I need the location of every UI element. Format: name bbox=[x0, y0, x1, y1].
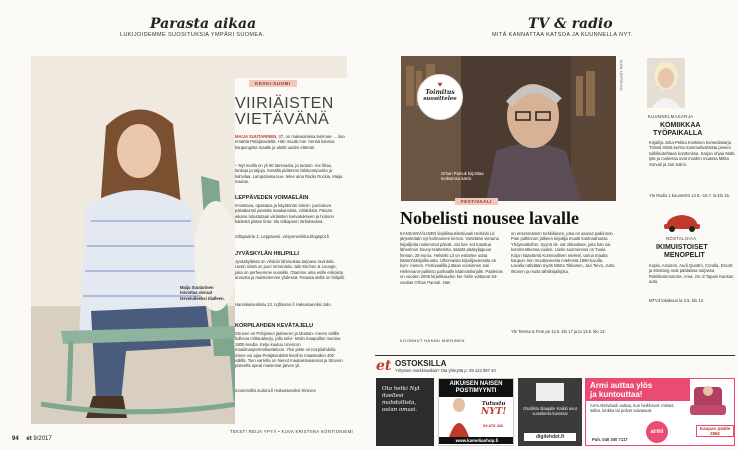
section-title-left: Parasta aikaa bbox=[150, 16, 257, 32]
ad-3[interactable] bbox=[518, 378, 582, 446]
headline: Nobelisti nousee lavalle bbox=[400, 208, 579, 228]
ad4-header bbox=[586, 379, 690, 401]
section-sub-right: MITÄ KANNATTAA KATSOA JA KUUNNELLA NYT. bbox=[492, 32, 633, 38]
byline: KOONNUT HANNU MIENINEN bbox=[400, 338, 465, 343]
subhead-1: LEPPÄVEDEN VOIMAELÄIN bbox=[235, 195, 309, 201]
article-col2: on ensimmäinen turkkilainen, joka on saanut palkinnon. Pian palkinnon jälkeen kirjailija muutti kotimaahansa Yhdysvaltoihin. Syynä oli- vat uhkaukset, joita hän sai kommenttiensa vuoksi. Uusin suomennos on Tuula Kojon kääntämä Kummallinen mieleni, tarina maalta kaupun- kiin muuttaneesta miehestä 1960-luvulla. Lavalla nähdään myös Märta Tikkanen, Jari Tervo, Juha Itkonen ja muita tähtikirjailijoita. bbox=[511, 231, 615, 274]
title-line1: VIIRIÄISTEN bbox=[235, 95, 334, 112]
ad2-header bbox=[439, 379, 513, 397]
ad2-head1: AIKUISEN NAISEN bbox=[449, 381, 503, 387]
sub1-link: Siltojaviirte.2, Leppävesi. viiriyomenikka.blogspot.fi bbox=[235, 234, 330, 239]
ad4-price: Kaupan päälle 286€ bbox=[696, 425, 734, 437]
photo-credit: KUVA: LEHTIKUVA bbox=[619, 60, 623, 91]
sub3-text: Struven on Pohjoisen jäämeren ja Mustan- meren välillä kulkeva mittauaketju, jolla selvi- tettiin maapallon muotoa 1800-luvulla. Ketju kuuluu Unescon maailmanperintöluetteloon. Yksi piste on Korpilahdella. Sinne voi ajaa Petäjävedeltä kivoihin maasteiden 400 välillä. Tien varrella on hienot maalaismaisemat ja Struven pisteeltä upeat maisemat järven yli. bbox=[235, 331, 343, 369]
sidebar2-title2: MENOPELIT bbox=[664, 252, 705, 259]
model-illustration bbox=[443, 397, 475, 437]
sidebar-link: Yle Radio 1 kuunnelm 13.5.–15.7. la klo 15. bbox=[649, 193, 731, 198]
sidebar2-tag: NOSTALGIAA bbox=[666, 236, 697, 241]
ad2-url: www.kameliashop.fi bbox=[439, 437, 514, 444]
sub2-text: Jyväskylässä on vihdoin lähiruokaa tarjoava ravintola. Uusin niistä on juuri remontoitu Jalo Kitchen & Lounge, joka on perheemme suosikki. Otamme aina esille erikoista annosta ja maistelemme yhdessä. Parasta siellä on hiilipilli. bbox=[235, 259, 345, 281]
sidebar-title1: KOMIIKKAA bbox=[660, 122, 701, 129]
region-tag: KESKI-SUOMI bbox=[249, 80, 297, 87]
photo-caption-left: Maija Suutarinen toivottaa vieraat tervetulleeksi tilalleen. bbox=[180, 285, 225, 301]
photo-caption-right: Orhan Pamuk kirjoittaa teoksensa käsin. bbox=[441, 171, 484, 182]
ad4-head1: Armi auttaa ylös bbox=[590, 381, 653, 390]
mag-name: et bbox=[26, 436, 32, 442]
lead-paragraph-2: – Nyt meillä on yli 80 lammasta, ja tuotam- me lihaa, lankoja ja taljoja. Kesällä pidämme lähituotepuotia ja kahvilaa. Lampolassa kuu- telee aina Radio Rockia, Maija naurae. bbox=[235, 163, 343, 185]
sub3-link: moonmollis.suitora.fi Hakussanoksi Struven bbox=[235, 388, 316, 393]
ad-2[interactable] bbox=[438, 378, 514, 446]
lead-name: MAIJA SUUTARINEN bbox=[235, 134, 277, 139]
left-article bbox=[235, 78, 347, 424]
lead-paragraph bbox=[235, 134, 345, 150]
lead-text: , 37, on makasiinissa lammas- ... ilan emäntä Petäjävedeltä. Hän muutti mie- hensä kanssa kaupungista maalle ja aloitti uuden elämän. bbox=[235, 134, 345, 150]
badge-line2: suosittelee bbox=[423, 96, 457, 102]
ad4-phone: Puh. 040 300 7117 bbox=[592, 437, 628, 442]
subhead-2: JYVÄSKYLÄN HIILIPILLI bbox=[235, 251, 299, 257]
sidebar2-text: Kupla, Amazon, Audi Quattro, Corolla, Escort ja Mustang ovat päälaissa sarjassa Rokkikommotoret. Ama- zin ol Tapani Kansan auto. bbox=[649, 263, 734, 285]
pamuk-photo bbox=[401, 56, 616, 201]
shop-logo: et bbox=[376, 358, 392, 374]
ad3-url[interactable]: digilehdet.fi bbox=[524, 433, 576, 441]
ad3-text: Osallistu tilaajalle Kaikki avut vuosikerta kuvissa! bbox=[523, 406, 577, 417]
subhead-3: KORPILAHDEN KEVÄTAJELU bbox=[235, 323, 314, 329]
ad1-text: Ota hetki Nyt itsellesi mahdollista, ostan omasi. bbox=[382, 386, 420, 413]
ad4-brand: armi bbox=[646, 421, 668, 443]
ad-4[interactable] bbox=[585, 378, 735, 446]
folio bbox=[12, 436, 52, 442]
sidebar2-link: MTV3 lokakuun la 3.5. klo 13. bbox=[649, 298, 705, 303]
article-col2-link: Yle Teema & Fem pe 12.5. klo 17 ja la 13.5. klo 13. bbox=[511, 329, 606, 334]
ad2-head2: POSTIMYYNTI bbox=[455, 388, 497, 394]
shop-divider bbox=[375, 355, 735, 356]
shop-title: OSTOKSILLA bbox=[395, 359, 447, 368]
issue: 9/2017 bbox=[33, 436, 52, 442]
ad2-badge bbox=[481, 401, 506, 417]
shop-sub: Yritysten markkinatilaa? Ota yhteyttä p. 09 123 897 40 bbox=[395, 368, 496, 373]
recommend-badge bbox=[417, 74, 463, 120]
ad2-phone: 09-878 430 bbox=[483, 423, 504, 428]
person-illustration bbox=[647, 58, 685, 108]
festival-tag: FESTIVAALI bbox=[455, 198, 498, 205]
sub2-link: Hannikaisenkatu 13, nqfloamo.fi Hakussanoksi Jalo bbox=[235, 302, 331, 307]
ad2-badge2: NYT! bbox=[481, 407, 507, 417]
sidebar-tag: KUUNNELMASARJA bbox=[648, 114, 694, 119]
sidebar-portrait bbox=[647, 58, 685, 108]
credits: TEKSTI REIJA YPYÄ • KUVA KRISTIINA KONTIONIEMI bbox=[230, 429, 354, 434]
heart-icon: ♥ bbox=[437, 80, 443, 89]
ad-1[interactable] bbox=[376, 378, 434, 446]
sidebar2-title1: IKIMUISTOISET bbox=[656, 244, 708, 251]
title-line2: VIETÄVÄNÄ bbox=[235, 111, 330, 128]
ad4-text: Armi Aktiivituoli auttaa, kun heikkoval- mistus, selkä, lonkka tai polvet vaivaavat. bbox=[590, 403, 675, 414]
sidebar-title2: TYÖPAIKALLA bbox=[653, 130, 703, 137]
chair-illustration bbox=[686, 381, 730, 425]
section-title-right: TV & radio bbox=[528, 16, 613, 32]
sub1-text: Innostava, opastava ja käytännön toimin- pureutuva päiväkurssi pienistä maakanoista, viiriäisistä. Päivän aikana tutustutaan viiriäisten kasvatukseen ja hoitoon kädestä pitäen lintu- tila Silkapoen Sirkuksessa. bbox=[235, 203, 334, 225]
article-col1: KANSAINVÄLINEN kirjallisuusfestivaali Helsinki Lit järjestetään nyt kolmannen kerran. Vietetään vieraina kirjailijoita molemmat päivät. Jos kat- sot tutustua lähemmin Savoy-teatterista, säästä pääsylippuun hinnan. 28 euroa. Helsinki Lit on esittelee uutta käännöskirjallisuutta. Ulkomaista kirjailijavierasta on kym- menen. Festivaalilla juttaan vuosinnen Jari Hellemann-palkinto parhaalle käännöskirjalle. Pääleiras on vuoden 2006 kirjallisuuden No- belin voittanut 64-vuotias Orhan Pamuk. Hän bbox=[400, 231, 503, 285]
sidebar-text: Kirjailija Juha-Pekka Koskisen komediasarja Töissä töistä kertoo kommellusksista pienen tulitikkutehtaan konttorissa. Sarjan ohjaa Matti Ijäs ja rooleissa ovat muiden muassa Miitta Sorvali ja Jari Salmi. bbox=[649, 140, 735, 167]
badge-line1: Toimitus bbox=[425, 89, 455, 96]
ad2-badge1: Tutustu bbox=[481, 401, 506, 407]
ad4-head2: ja kuntouttaa! bbox=[590, 390, 643, 399]
page-number: 94 bbox=[12, 436, 19, 442]
car-icon bbox=[662, 212, 702, 232]
magazine-covers bbox=[536, 383, 564, 401]
section-sub-left: LUKIJOIDEMME SUOSITUKSIA YMPÄRI SUOMEA. bbox=[120, 32, 265, 38]
